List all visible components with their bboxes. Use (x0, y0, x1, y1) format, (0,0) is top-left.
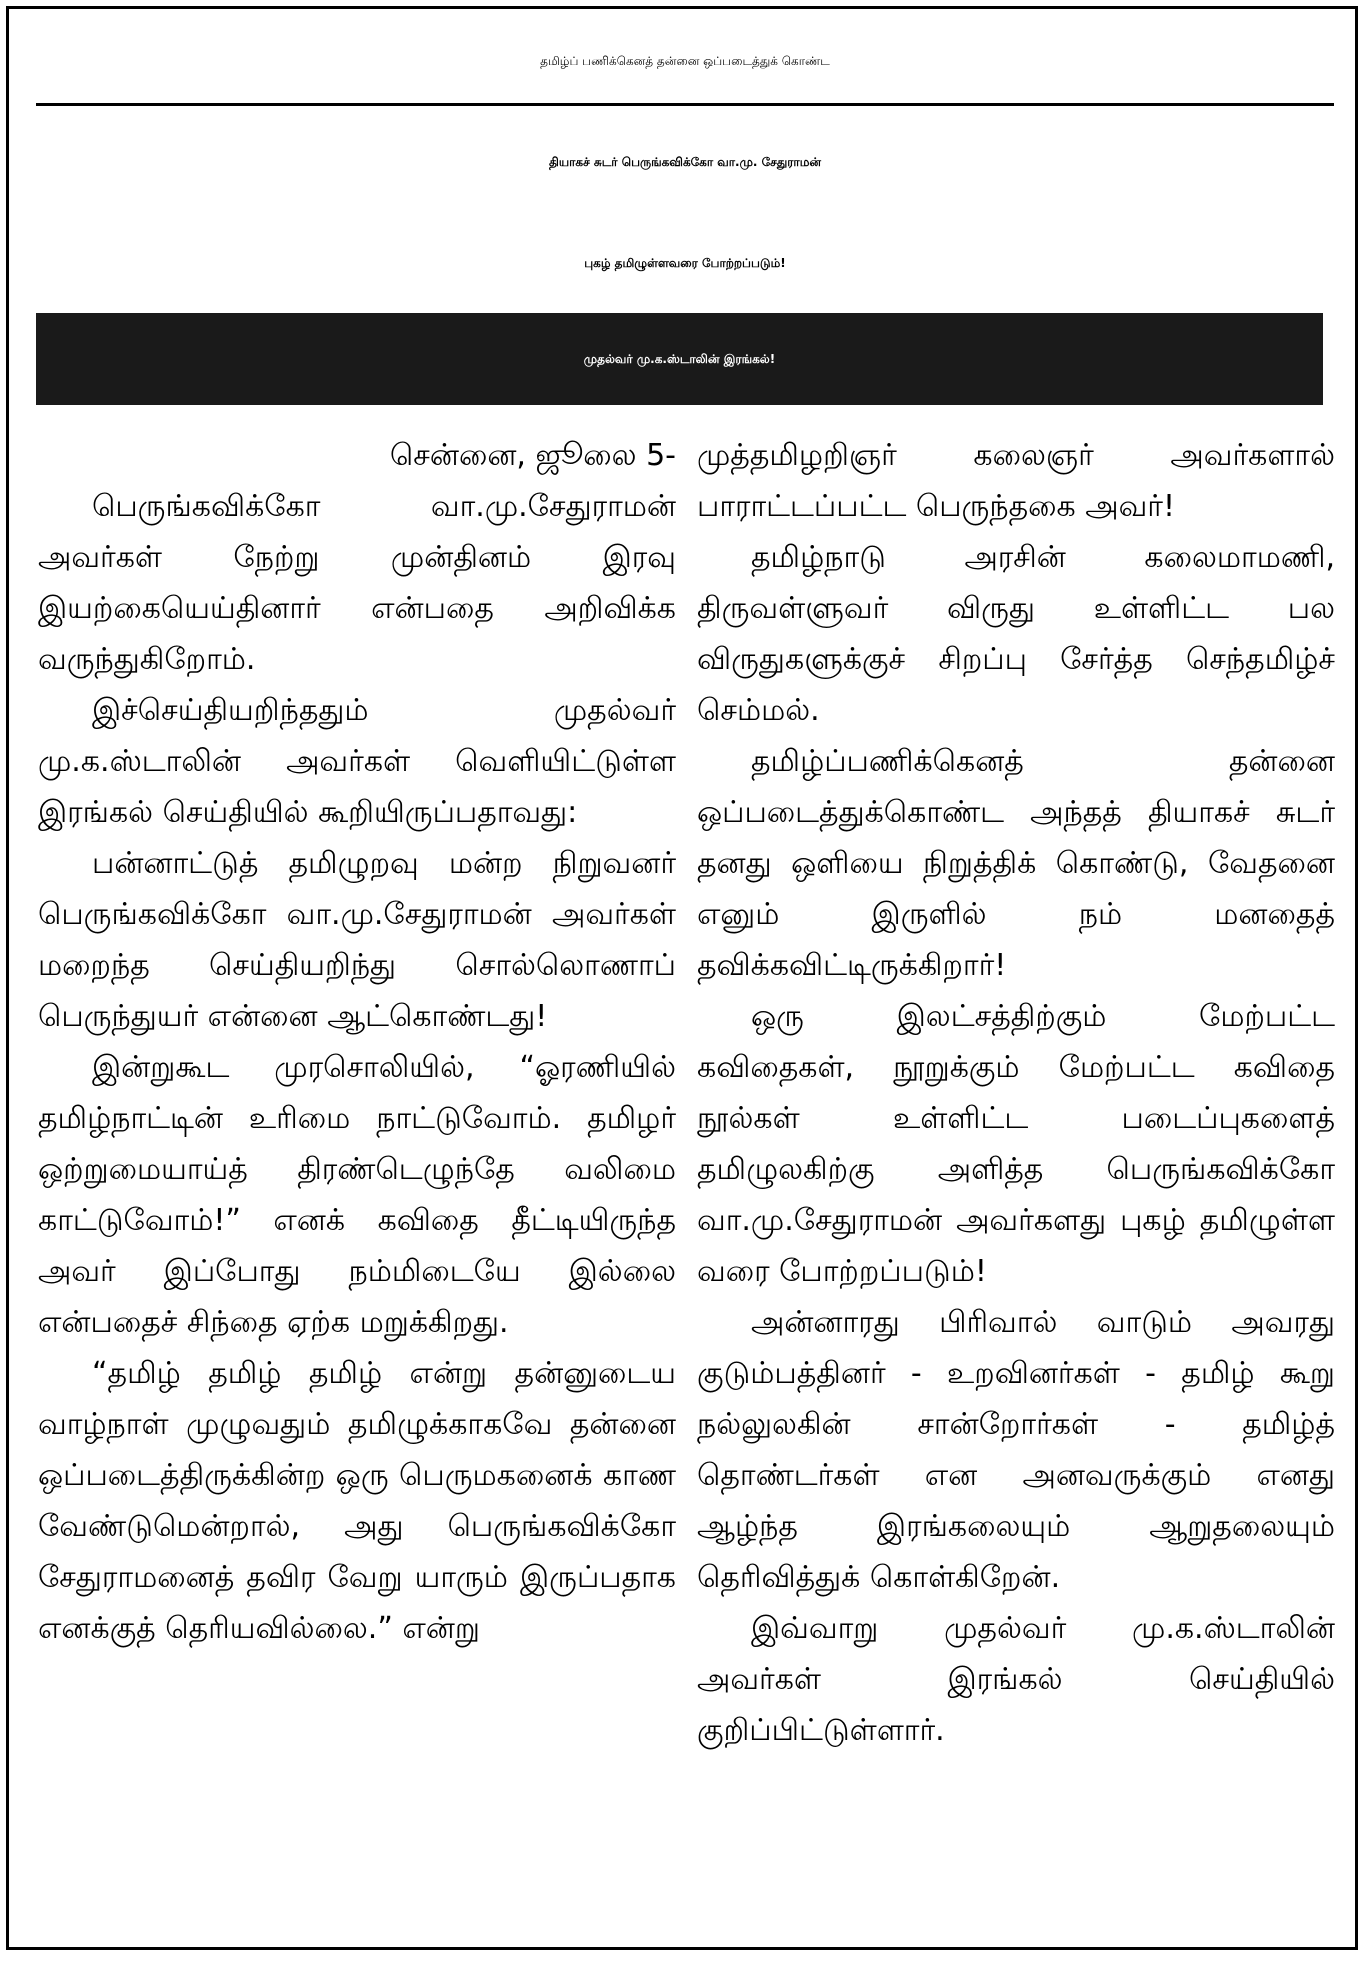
paragraph: இச்செய்தியறிந்ததும் முதல்வர் மு.க.ஸ்டாலின் அவர்கள் வெளியிட்டுள்ள இரங்கல் செய்தியில் கூறியிருப்பதாவது: (38, 693, 676, 830)
paragraph: இன்றுகூட முரசொலியில், “ஓரணியில் தமிழ்நாட்டின் உரிமை நாட்டுவோம். தமிழர் ஒற்றுமையாய்த் திரண்டெழுந்தே வலிமை காட்டுவோம்!” எனக் கவிதை தீட்டியிருந்த அவர் இப்போது நம்மிடையே இல்லை என்பதைச் சிந்தை ஏற்க மறுக்கிறது. (38, 1050, 676, 1340)
paragraph: இவ்வாறு முதல்வர் மு.க.ஸ்டாலின் அவர்கள் இரங்கல் செய்தியில் குறிப்பிட்டுள்ளார். (697, 1611, 1335, 1748)
headline-kicker: தமிழ்ப் பணிக்கெனத் தன்னை ஒப்படைத்துக் கொண்ட (540, 54, 830, 68)
paragraph: ஒரு இலட்சத்திற்கும் மேற்பட்ட கவிதைகள், நூறுக்கும் மேற்பட்ட கவிதை நூல்கள் உள்ளிட்ட படைப்புகளைத் தமிழுலகிற்கு அளித்த பெருங்கவிக்கோ வா.மு.சேதுராமன் அவர்களது புகழ் தமிழுள்ள வரை போற்றப்படும்! (697, 999, 1335, 1289)
article-column-left (38, 430, 676, 1654)
paragraph: தமிழ்ப்பணிக்கெனத் தன்னை ஒப்படைத்துக்கொண்ட அந்தத் தியாகச் சுடர் தனது ஒளியை நிறுத்திக் கொண்டு, வேதனை எனும் இருளில் நம் மனதைத் தவிக்கவிட்டிருக்கிறார்! (697, 744, 1335, 983)
dateline: சென்னை, ஜூலை 5- (389, 438, 676, 473)
subheadline-banner: முதல்வர் மு.க.ஸ்டாலின் இரங்கல்! (36, 313, 1323, 405)
paragraph: அன்னாரது பிரிவால் வாடும் அவரது குடும்பத்தினர் - உறவினர்கள் - தமிழ் கூறு நல்லுலகின் சான்றோர்கள் - தமிழ்த் தொண்டர்கள் என அனவருக்கும் எனது ஆழ்ந்த இரங்கலையும் ஆறுதலையும் தெரிவித்துக் கொள்கிறேன். (697, 1305, 1335, 1595)
paragraph: பெருங்கவிக்கோ வா.மு.சேதுராமன் அவர்கள் நேற்று முன்தினம் இரவு இயற்கையெய்தினார் என்பதை அறிவிக்க வருந்துகிறோம். (38, 489, 676, 677)
paragraph: பன்னாட்டுத் தமிழுறவு மன்ற நிறுவனர் பெருங்கவிக்கோ வா.மு.சேதுராமன் அவர்கள் மறைந்த செய்தியறிந்து சொல்லொணாப் பெருந்துயர் என்னை ஆட்கொண்டது! (38, 846, 676, 1034)
headline-line-1: தியாகச் சுடர் பெருங்கவிக்கோ வா.மு. சேதுராமன் (549, 155, 821, 169)
headline-line-2: புகழ் தமிழுள்ளவரை போற்றப்படும்! (584, 256, 786, 270)
paragraph-continuation: முத்தமிழறிஞர் கலைஞர் அவர்களால் பாராட்டப்பட்ட பெருந்தகை அவர்! (697, 438, 1335, 524)
paragraph: தமிழ்நாடு அரசின் கலைமாமணி, திருவள்ளுவர் விருது உள்ளிட்ட பல விருதுகளுக்குச் சிறப்பு சேர்த்த செந்தமிழ்ச் செம்மல். (697, 540, 1335, 728)
kicker-divider (36, 103, 1334, 106)
paragraph: “தமிழ் தமிழ் தமிழ் என்று தன்னுடைய வாழ்நாள் முழுவதும் தமிழுக்காகவே தன்னை ஒப்படைத்திருக்கின்ற ஒரு பெருமகனைக் காண வேண்டுமென்றால், அது பெருங்கவிக்கோ சேதுராமனைத் தவிர வேறு யாரும் இருப்பதாக எனக்குத் தெரியவில்லை.” என்று (38, 1356, 676, 1646)
article-column-right (697, 430, 1335, 1756)
